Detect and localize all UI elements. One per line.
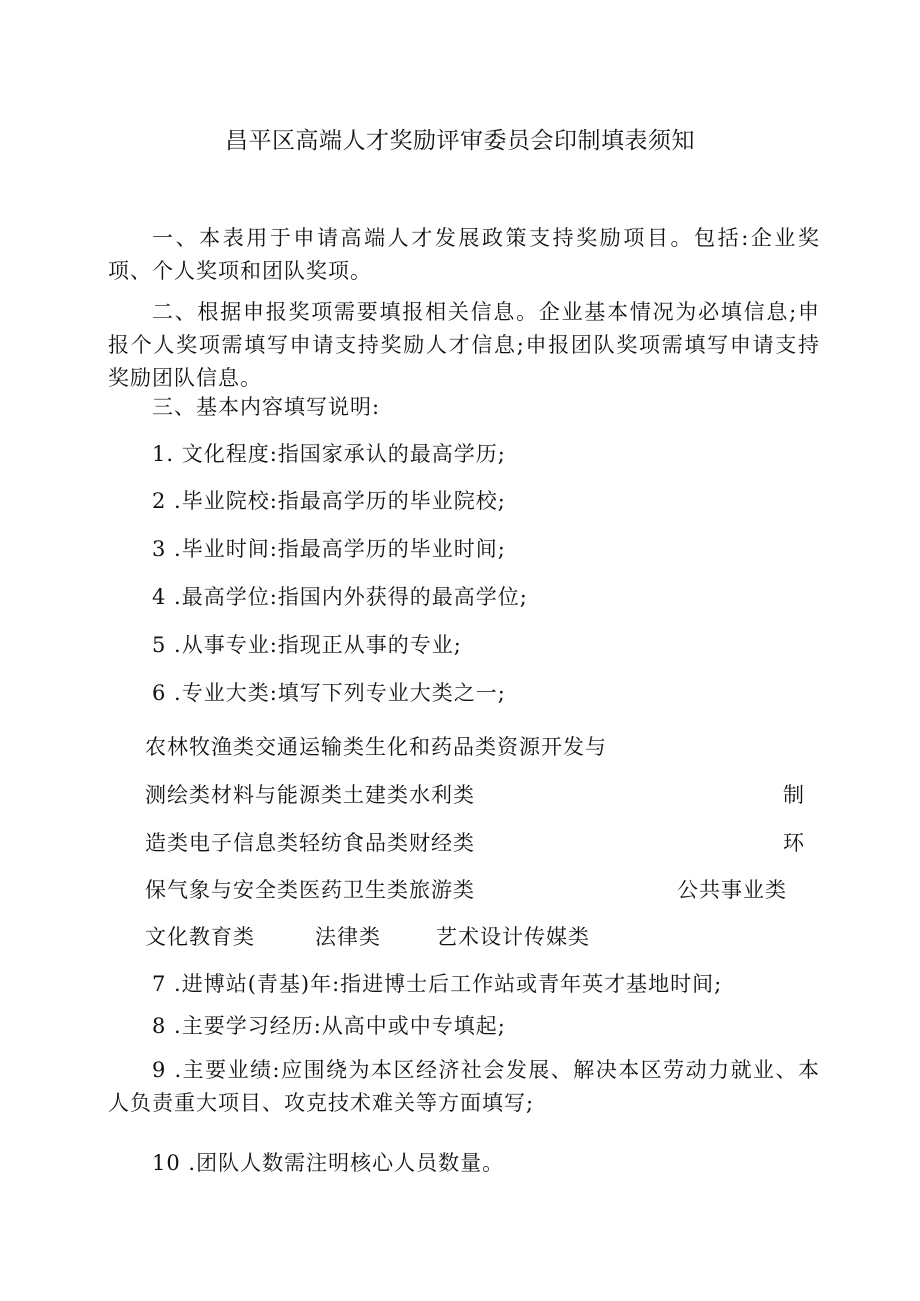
category-row-4: 保气象与安全类医药卫生类旅游类 [145, 878, 475, 902]
category-row-3: 造类电子信息类轻纺食品类财经类 [145, 831, 475, 855]
category-row-1: 农林牧渔类交通运输类生化和药品类资源开发与 [145, 735, 607, 759]
document-title: 昌平区高端人才奖励评审委员会印制填表须知 [225, 128, 695, 154]
list-item-study-history: 8 .主要学习经历:从高中或中专填起; [152, 1014, 506, 1038]
list-item-major-category: 6 .专业大类:填写下列专业大类之一; [152, 681, 506, 705]
category-art-media: 艺术设计传媒类 [436, 925, 590, 949]
category-public-affairs: 公共事业类 [677, 878, 787, 902]
section-heading-instructions: 三、基本内容填写说明: [152, 395, 381, 419]
category-culture-education: 文化教育类 [145, 925, 255, 949]
paragraph-scope: 一、本表用于申请高端人才发展政策支持奖励项目。包括:企业奖项、个人奖项和团队奖项。 [108, 226, 820, 283]
list-item-school: 2 .毕业院校:指最高学历的毕业院校; [152, 489, 506, 513]
paragraph-required-info: 二、根据申报奖项需要填报相关信息。企业基本情况为必填信息;申报个人奖项需填写申请支持奖励人才信息;申报团队奖项需填写申请支持奖励团队信息。 [108, 300, 820, 390]
list-item-postdoc-station: 7 .进博站(青基)年:指进博士后工作站或青年英才基地时间; [152, 972, 723, 996]
list-item-achievements: 9 .主要业绩:应围绕为本区经济社会发展、解决本区劳动力就业、本人负责重大项目、攻克技术难关等方面填写; [108, 1058, 820, 1115]
list-item-graduation-time: 3 .毕业时间:指最高学历的毕业时间; [152, 537, 506, 561]
category-row-2-tail: 制 [783, 783, 805, 807]
category-row-3-tail: 环 [783, 831, 805, 855]
list-item-major: 5 .从事专业:指现正从事的专业; [152, 633, 462, 657]
list-item-education: 1. 文化程度:指国家承认的最高学历; [152, 442, 506, 466]
list-item-degree: 4 .最高学位:指国内外获得的最高学位; [152, 585, 528, 609]
category-row-2: 测绘类材料与能源类土建类水利类 [145, 783, 475, 807]
category-law: 法律类 [315, 925, 381, 949]
list-item-team-size: 10 .团队人数需注明核心人员数量。 [152, 1151, 505, 1175]
